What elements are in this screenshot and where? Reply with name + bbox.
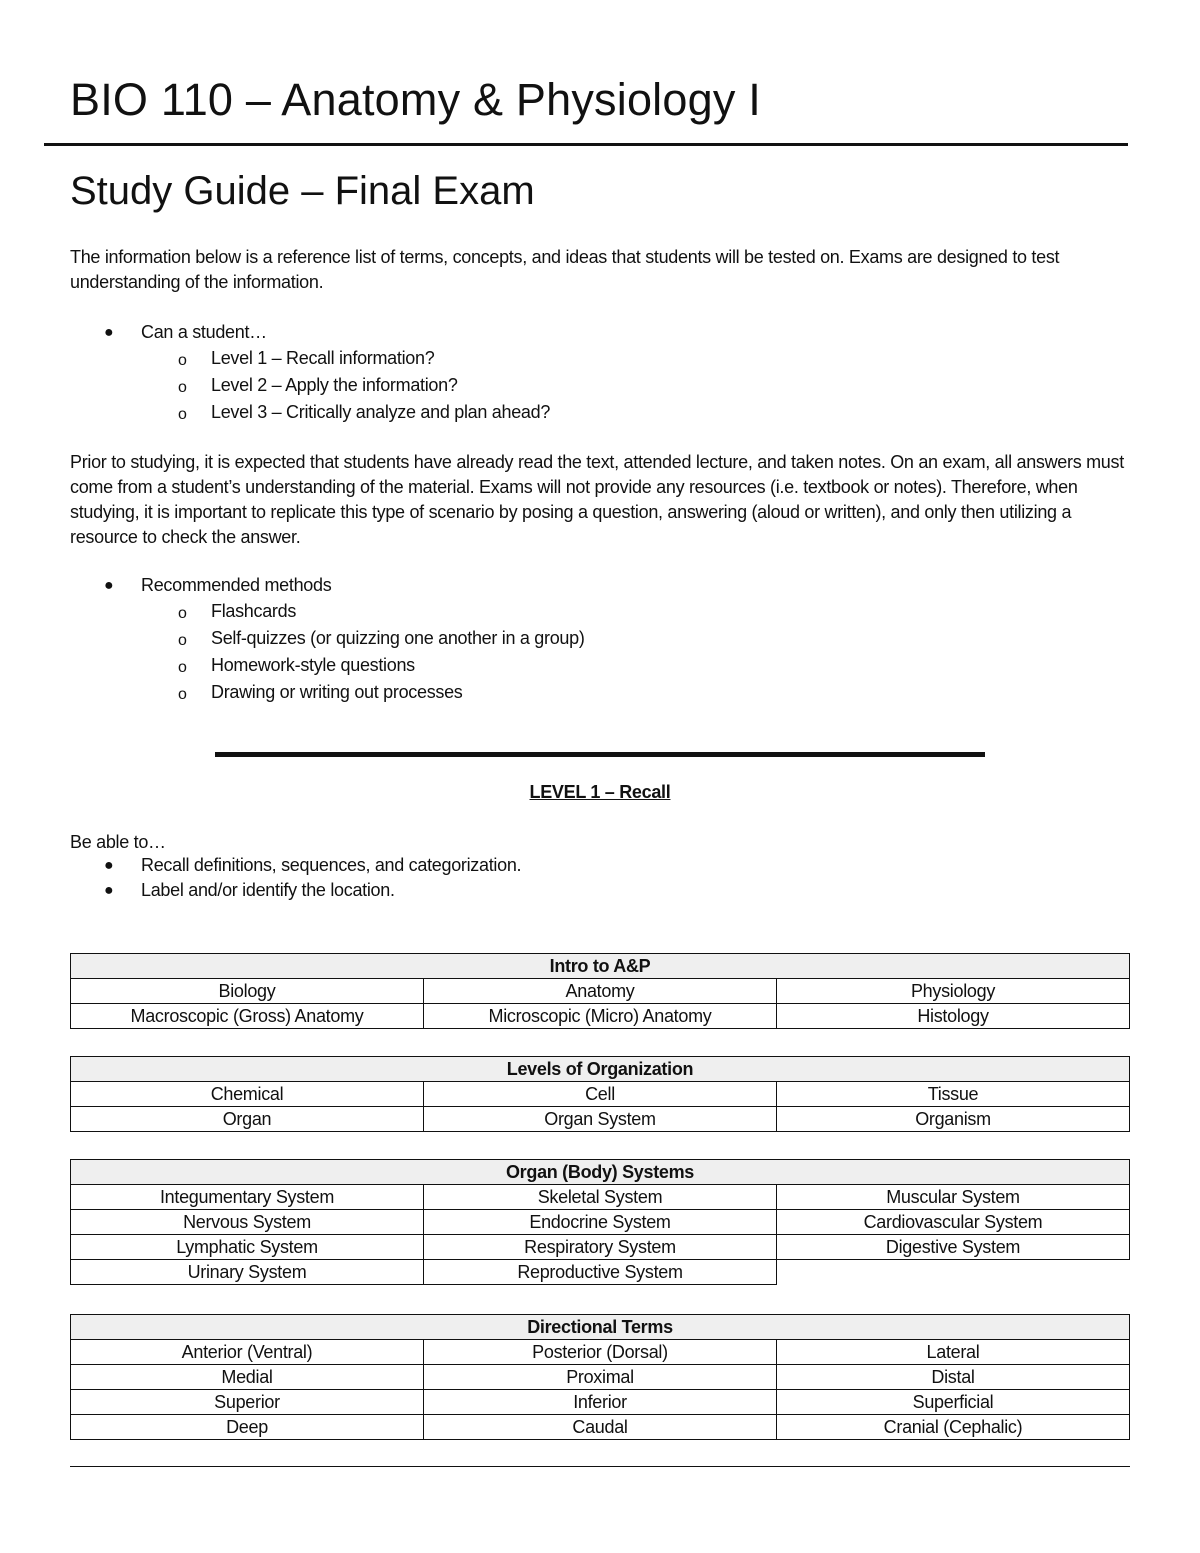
list-item	[70, 320, 550, 345]
level-1-heading: LEVEL 1 – Recall	[529, 782, 671, 802]
table-row	[71, 1340, 1130, 1365]
table-cell: Lateral	[777, 1340, 1130, 1365]
table-cell: Microscopic (Micro) Anatomy	[424, 1004, 777, 1029]
table-cell: Urinary System	[71, 1260, 424, 1285]
table-cell: Inferior	[424, 1390, 777, 1415]
table-row	[71, 1365, 1130, 1390]
list-item	[70, 399, 550, 426]
bullet-icon: ●	[104, 882, 114, 899]
level-1-bullet-list	[70, 853, 521, 903]
table-cell-empty	[777, 1260, 1130, 1285]
table-title: Organ (Body) Systems	[71, 1160, 1130, 1185]
intro-bullet-list	[70, 320, 550, 426]
level-1-lead: Be able to…	[70, 832, 166, 852]
section-divider	[215, 752, 985, 757]
list-item	[70, 853, 521, 878]
sub-item-text: Drawing or writing out processes	[211, 682, 463, 702]
sub-item-text: Level 3 – Critically analyze and plan ahead?	[211, 402, 551, 422]
bullet-text: Recall definitions, sequences, and categorization.	[141, 855, 522, 875]
table-row	[71, 1004, 1130, 1029]
table-cell: Anterior (Ventral)	[71, 1340, 424, 1365]
intro-paragraph: The information below is a reference list of terms, concepts, and ideas that students will be tested on. Exams are designed to test understanding of the information.	[70, 247, 1060, 292]
table-cell: Medial	[71, 1365, 424, 1390]
table-row	[71, 1235, 1130, 1260]
table-cell: Chemical	[71, 1082, 424, 1107]
bullet-text: Recommended methods	[141, 575, 332, 595]
bullet-icon: ●	[104, 577, 114, 594]
table-cell: Organism	[777, 1107, 1130, 1132]
table-row	[71, 1260, 1130, 1285]
organ-systems-table	[70, 1159, 1130, 1285]
sub-item-text: Self-quizzes (or quizzing one another in a group)	[211, 628, 585, 648]
directional-terms-table	[70, 1314, 1130, 1440]
table-cell: Biology	[71, 979, 424, 1004]
circle-bullet-icon: o	[178, 659, 187, 676]
table-cell: Histology	[777, 1004, 1130, 1029]
table-cell: Superior	[71, 1390, 424, 1415]
levels-of-organization-table	[70, 1056, 1130, 1132]
table-row	[71, 979, 1130, 1004]
table-cell: Anatomy	[424, 979, 777, 1004]
list-item	[70, 372, 550, 399]
table-cell: Lymphatic System	[71, 1235, 424, 1260]
table-cell: Superficial	[777, 1390, 1130, 1415]
list-item	[70, 573, 585, 598]
table-cell: Cranial (Cephalic)	[777, 1415, 1130, 1440]
sub-item-text: Flashcards	[211, 601, 297, 621]
table-cell: Skeletal System	[424, 1185, 777, 1210]
list-item	[70, 598, 585, 625]
table-cell: Nervous System	[71, 1210, 424, 1235]
table-title: Directional Terms	[71, 1315, 1130, 1340]
bullet-text: Can a student…	[141, 322, 267, 342]
sub-item-text: Level 2 – Apply the information?	[211, 375, 458, 395]
table-cell: Cardiovascular System	[777, 1210, 1130, 1235]
table-cell: Physiology	[777, 979, 1130, 1004]
table-cell: Proximal	[424, 1365, 777, 1390]
table-cell: Endocrine System	[424, 1210, 777, 1235]
table-cell: Digestive System	[777, 1235, 1130, 1260]
list-item	[70, 625, 585, 652]
table-cell: Deep	[71, 1415, 424, 1440]
list-item	[70, 878, 521, 903]
table-cell: Reproductive System	[424, 1260, 777, 1285]
list-item	[70, 345, 550, 372]
sub-item-text: Homework-style questions	[211, 655, 415, 675]
list-item	[70, 652, 585, 679]
table-cell: Muscular System	[777, 1185, 1130, 1210]
table-row	[71, 1185, 1130, 1210]
table-cell: Tissue	[777, 1082, 1130, 1107]
table-row	[71, 1415, 1130, 1440]
methods-bullet-list	[70, 573, 585, 706]
table-row	[71, 1210, 1130, 1235]
circle-bullet-icon: o	[178, 605, 187, 622]
bullet-text: Label and/or identify the location.	[141, 880, 395, 900]
title-divider	[44, 143, 1128, 146]
prep-paragraph: Prior to studying, it is expected that students have already read the text, attended lecture, and taken notes. On an exam, all answers must come from a student’s understanding of the material. Exams will not provide any resources (i.e. textbook or notes). Therefore, when studying, it is important to replicate this type of scenario by posing a question, answering (aloud or written), and only then utilizing a resource to check the answer.	[70, 452, 1124, 547]
table-cell: Distal	[777, 1365, 1130, 1390]
list-item	[70, 679, 585, 706]
table-row	[71, 1390, 1130, 1415]
circle-bullet-icon: o	[178, 406, 187, 423]
table-cell: Integumentary System	[71, 1185, 424, 1210]
table-cell: Organ System	[424, 1107, 777, 1132]
table-title: Levels of Organization	[71, 1057, 1130, 1082]
table-row	[71, 1107, 1130, 1132]
bullet-icon: ●	[104, 857, 114, 874]
circle-bullet-icon: o	[178, 352, 187, 369]
table-cell: Cell	[424, 1082, 777, 1107]
intro-ap-table	[70, 953, 1130, 1029]
guide-title: Study Guide – Final Exam	[70, 169, 535, 213]
table-title: Intro to A&P	[71, 954, 1130, 979]
circle-bullet-icon: o	[178, 379, 187, 396]
course-title: BIO 110 – Anatomy & Physiology I	[70, 74, 761, 125]
table-cell: Caudal	[424, 1415, 777, 1440]
circle-bullet-icon: o	[178, 686, 187, 703]
footer-divider	[70, 1466, 1130, 1467]
table-cell: Organ	[71, 1107, 424, 1132]
bullet-icon: ●	[104, 324, 114, 341]
table-cell: Respiratory System	[424, 1235, 777, 1260]
table-cell: Posterior (Dorsal)	[424, 1340, 777, 1365]
sub-item-text: Level 1 – Recall information?	[211, 348, 435, 368]
table-cell: Macroscopic (Gross) Anatomy	[71, 1004, 424, 1029]
circle-bullet-icon: o	[178, 632, 187, 649]
table-row	[71, 1082, 1130, 1107]
